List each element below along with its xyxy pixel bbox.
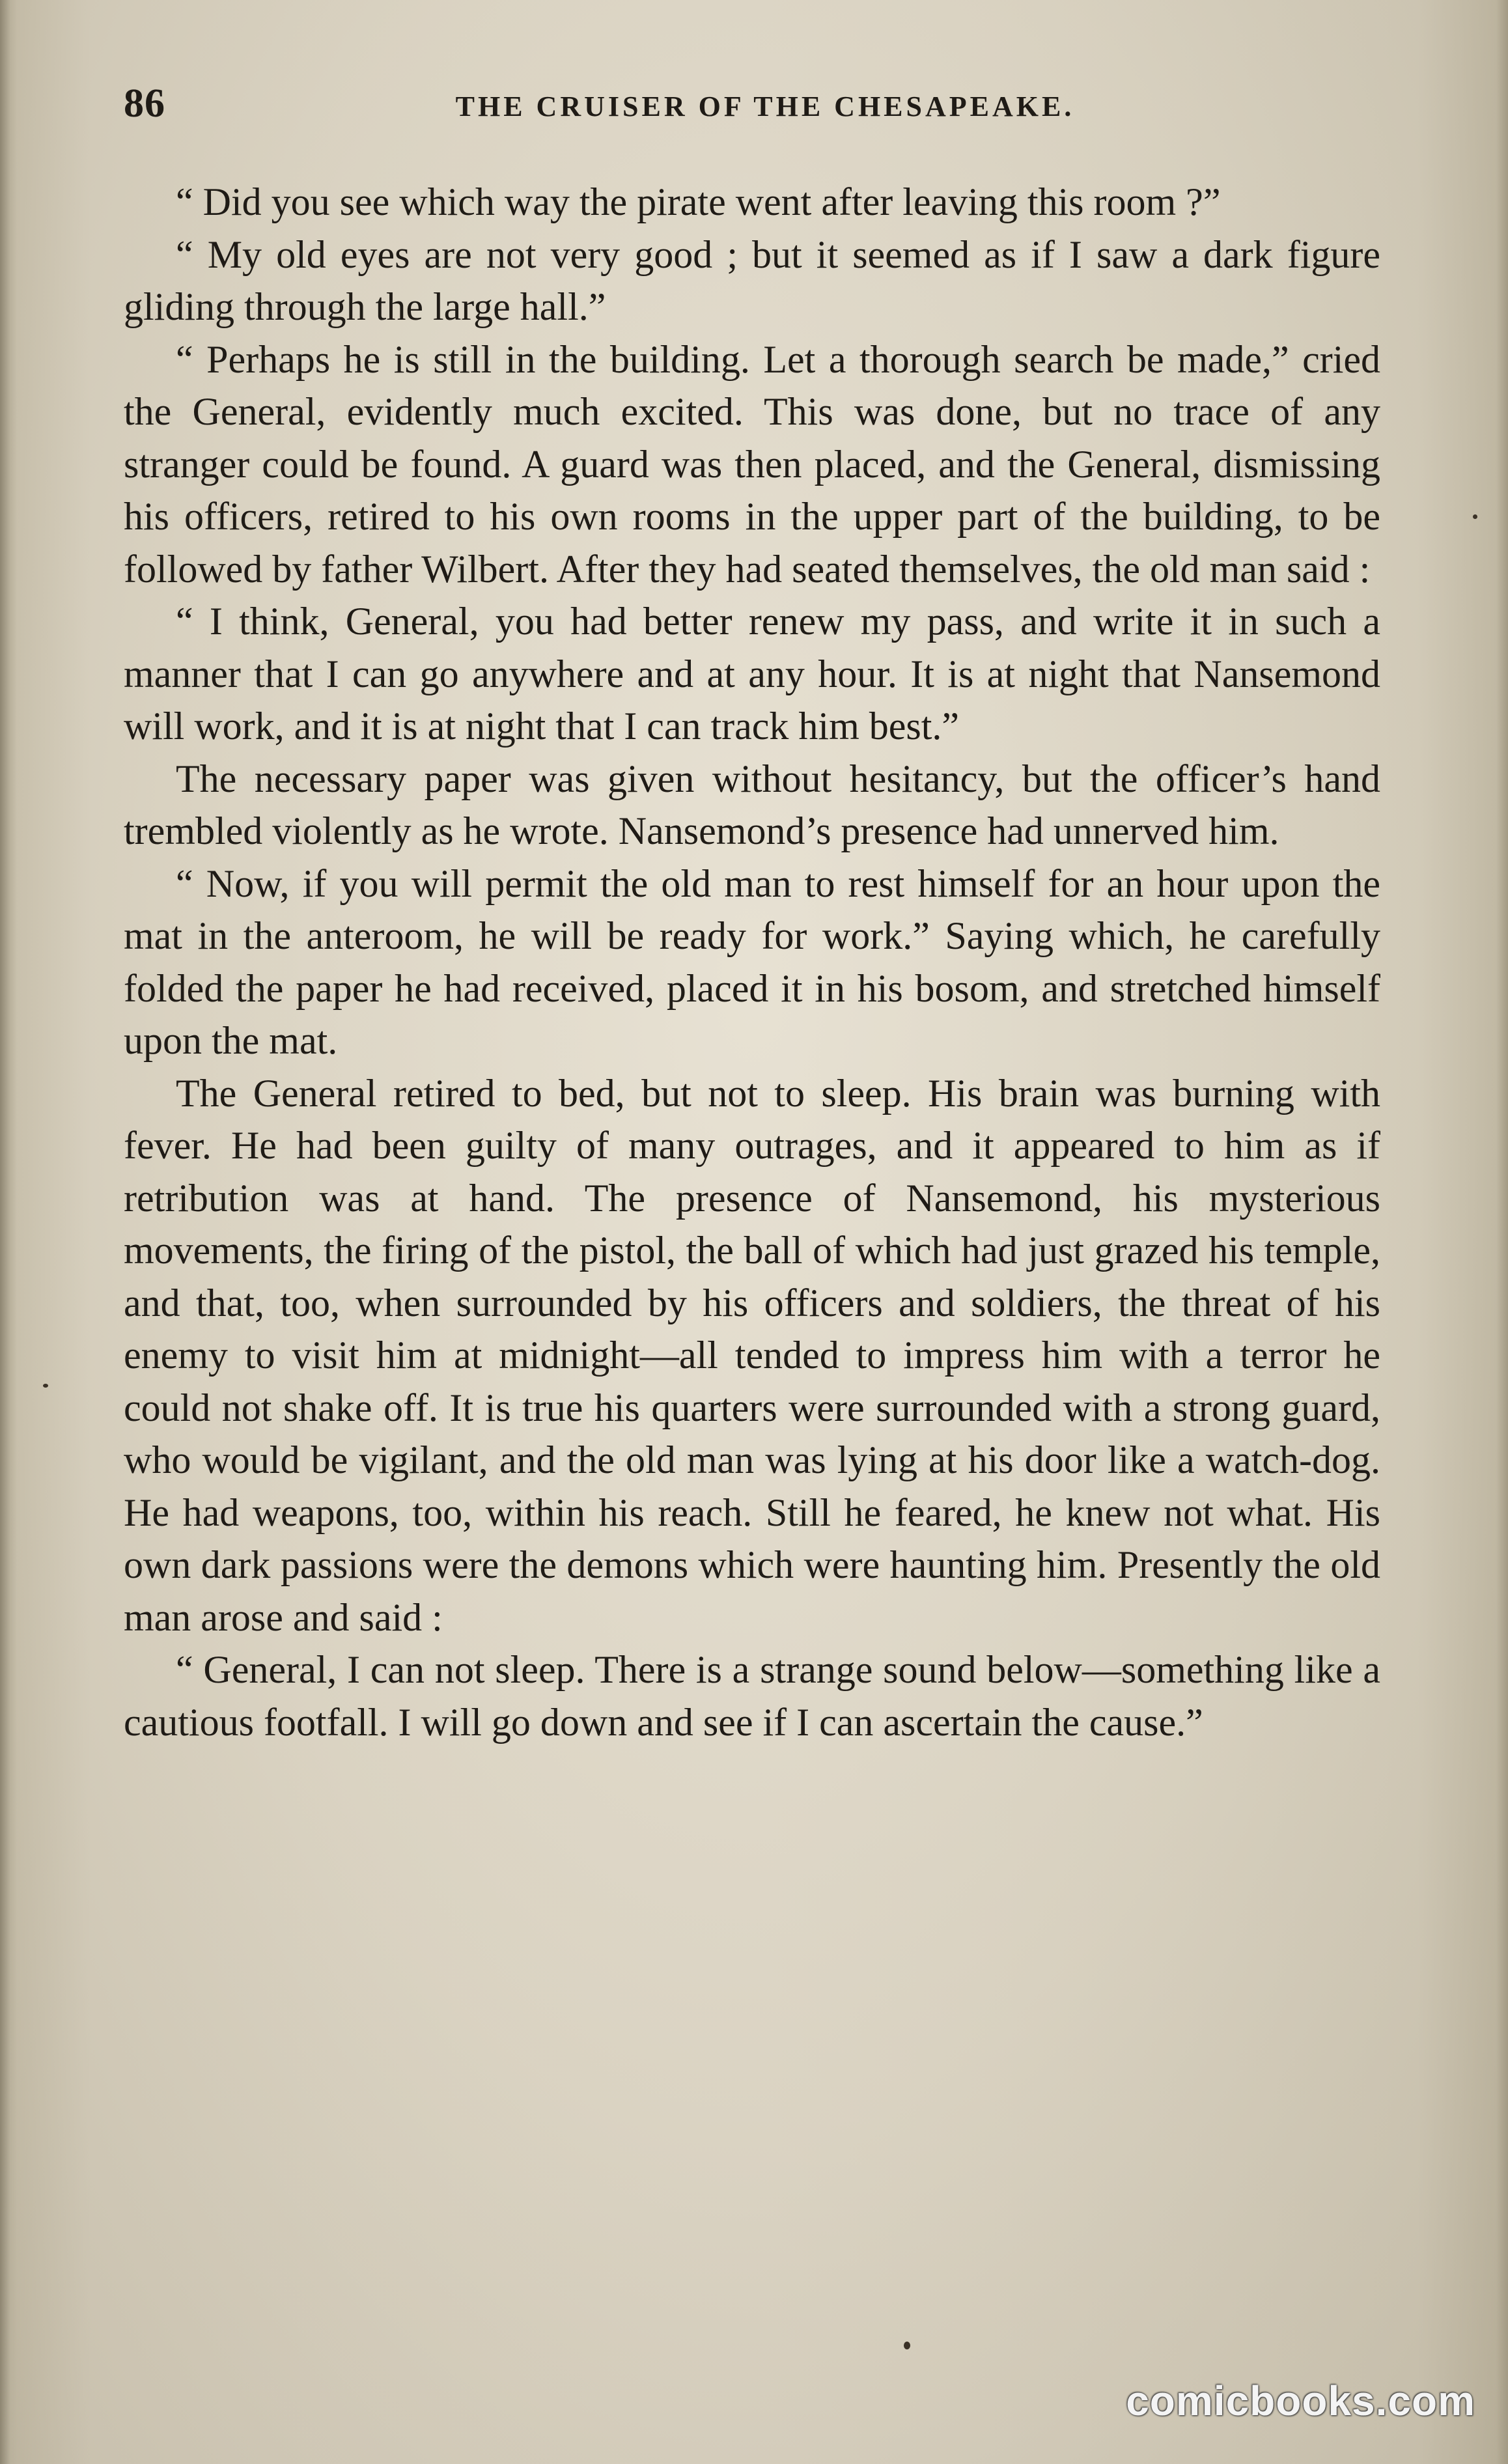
paragraph: “ General, I can not sleep. There is a strange sound below—something like a cautious footfall. I will go down and see if I can ascertain the cause.”: [124, 1648, 1380, 1744]
watermark: comicbooks.com: [1126, 2377, 1475, 2424]
page-left-edge: [0, 0, 17, 2464]
paragraph: “ Did you see which way the pirate went after leaving this room ?”: [176, 180, 1221, 223]
page-number: 86: [124, 81, 165, 126]
paragraph: “ My old eyes are not very good ; but it seemed as if I saw a dark figure gliding through the large hall.”: [124, 232, 1380, 328]
paper-speck: [43, 1384, 48, 1388]
paragraph: “ Perhaps he is still in the building. Let a thorough search be made,” cried the General, evidently much excited. This was done, but no trace of any stranger could be found. A guard was then placed, and the General, dismissing his officers, retired to his own rooms in the upper part of the building, to be followed by father Wilbert. After they had seated themselves, the old man said :: [124, 337, 1380, 591]
paper-speck: [1473, 514, 1477, 519]
paper-speck: [904, 2342, 910, 2349]
paragraph: The necessary paper was given without hesitancy, but the officer’s hand trembled violently as he wrote. Nansemond’s presence had unnerved him.: [124, 757, 1380, 852]
paragraph: The General retired to bed, but not to sleep. His brain was burning with fever. He had been guilty of many outrages, and it appeared to him as if retribution was at hand. The presence of Nansemond, his mysterious movements, the firing of the pistol, the ball of which had just grazed his temple, and that, too, when surrounded by his officers and soldiers, the threat of his enemy to visit him at midnight—all tended to impress him with a terror he could not shake off. It is true his quarters were surrounded with a strong guard, who would be vigilant, and the old man was lying at his door like a watch-dog. He had weapons, too, within his reach. Still he feared, he knew not what. His own dark passions were the demons which were haunting him. Presently the old man arose and said :: [124, 1071, 1380, 1639]
page-header: [124, 78, 1380, 130]
running-title: THE CRUISER OF THE CHESAPEAKE.: [455, 91, 1075, 122]
paragraph: “ Now, if you will permit the old man to rest himself for an hour upon the mat in the anteroom, he will be ready for work.” Saying which, he carefully folded the paper he had received, placed it in his bosom, and stretched himself upon the mat.: [124, 861, 1380, 1062]
page-right-edge: [1496, 0, 1508, 2464]
paragraph: “ I think, General, you had better renew my pass, and write it in such a manner that I can go anywhere and at any hour. It is at night that Nansemond will work, and it is at night that I can track him best.”: [124, 600, 1380, 748]
body-text: [124, 176, 1380, 1748]
